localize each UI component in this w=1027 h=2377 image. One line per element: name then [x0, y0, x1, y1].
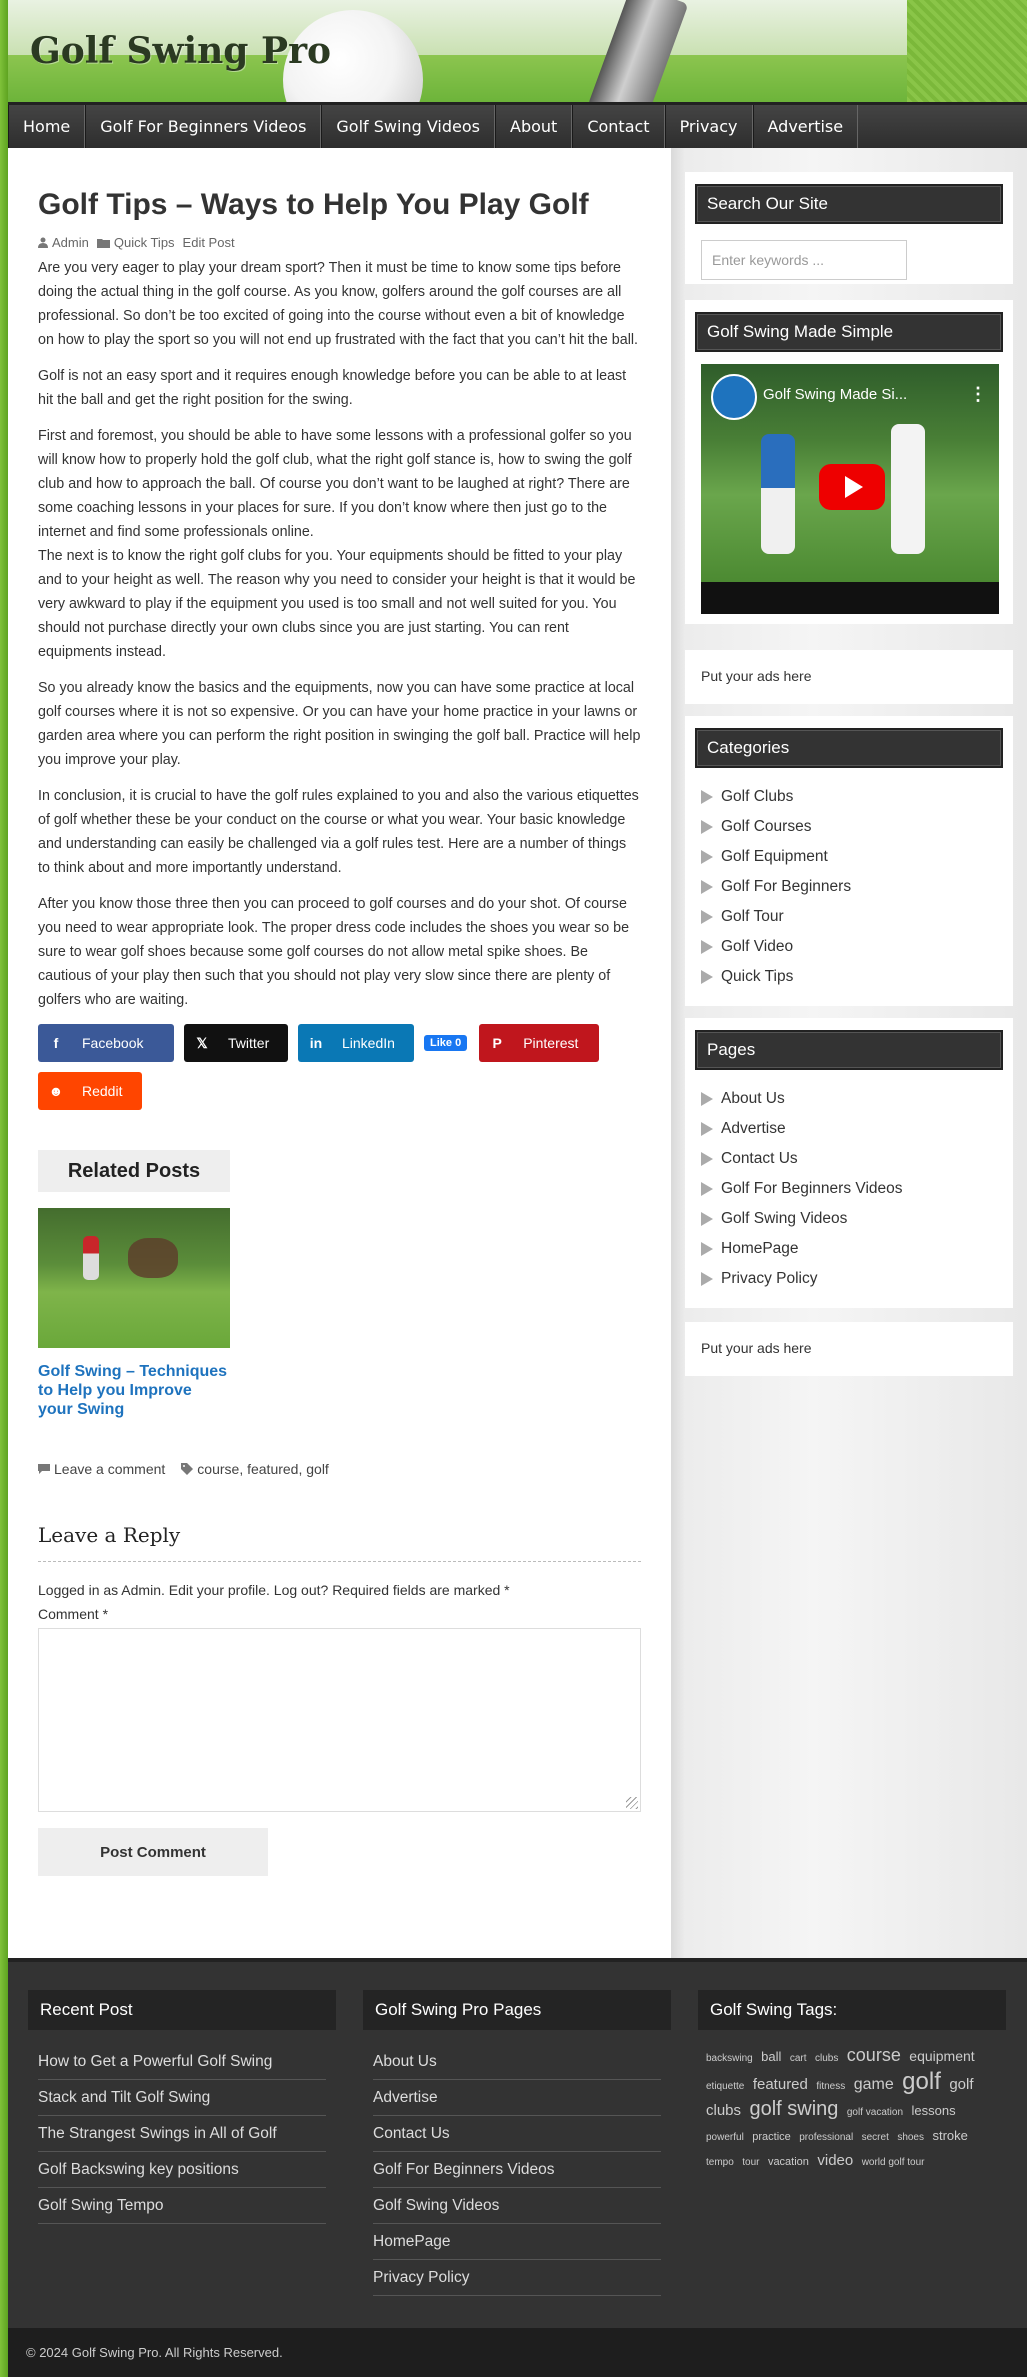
recent-posts-column — [28, 1990, 336, 2224]
recent-post-link[interactable]: Golf Backswing key positions — [38, 2152, 326, 2188]
page-label: Golf For Beginners Videos — [721, 1180, 903, 1197]
arrow-right-icon — [701, 1122, 713, 1136]
facebook-share-button[interactable] — [38, 1024, 174, 1062]
tag-link[interactable]: practice — [752, 2131, 791, 2143]
post-comment-button[interactable]: Post Comment — [38, 1828, 268, 1876]
tag-cloud — [698, 2030, 1006, 2188]
twitter-label: Twitter — [228, 1035, 270, 1051]
tag-link[interactable]: clubs — [814, 2053, 839, 2064]
twitter-share-button[interactable] — [184, 1024, 288, 1062]
page-item[interactable] — [701, 1204, 1003, 1234]
nav-home[interactable]: Home — [8, 105, 85, 148]
tag-link[interactable]: stroke — [932, 2128, 968, 2143]
category-label: Golf Courses — [721, 818, 812, 835]
linkedin-label: LinkedIn — [342, 1035, 395, 1051]
arrow-right-icon — [701, 1272, 713, 1286]
tag-link[interactable]: golf vacation — [846, 2107, 904, 2118]
author-link[interactable]: Admin — [52, 235, 89, 250]
main-navigation — [8, 102, 1027, 148]
tag-icon — [181, 1463, 193, 1475]
category-label: Golf Clubs — [721, 788, 794, 805]
footer-pages-column — [363, 1990, 671, 2296]
user-icon — [38, 237, 48, 248]
post-article — [38, 188, 641, 1876]
page-label: Golf Swing Videos — [721, 1210, 848, 1227]
play-button[interactable] — [819, 464, 885, 510]
footer-tags-column — [698, 1990, 1006, 2188]
recent-post-link[interactable]: How to Get a Powerful Golf Swing — [38, 2044, 326, 2080]
page-label: Privacy Policy — [721, 1270, 818, 1287]
tag-link[interactable]: course — [846, 2045, 901, 2065]
category-item[interactable] — [701, 782, 1003, 812]
category-item[interactable] — [701, 902, 1003, 932]
edit-post-link[interactable]: Edit Post — [182, 235, 235, 250]
reddit-share-button[interactable] — [38, 1072, 142, 1110]
site-title[interactable]: Golf Swing Pro — [30, 30, 332, 72]
footer-pages-title: Golf Swing Pro Pages — [363, 1990, 671, 2030]
page-label: HomePage — [721, 1240, 799, 1257]
page-item[interactable] — [701, 1174, 1003, 1204]
golfer-shape — [83, 1236, 99, 1280]
linkedin-share-button[interactable] — [298, 1024, 414, 1062]
instructor-figure — [891, 424, 925, 554]
arrow-right-icon — [701, 940, 713, 954]
ads-widget-2: Put your ads here — [685, 1322, 1013, 1376]
page-item[interactable] — [701, 1114, 1003, 1144]
tag-link[interactable]: game — [853, 2076, 894, 2093]
post-paragraph: Golf is not an easy sport and it requires enough knowledge before you can be able to at least hit the ball and get the right position for the swing. — [38, 368, 627, 408]
facebook-icon: f — [53, 1035, 59, 1051]
comment-textarea[interactable] — [38, 1628, 641, 1812]
site-footer — [8, 1958, 1027, 2328]
post-paragraph: In conclusion, it is crucial to have the golf rules explained to you and also the various etiquettes of golf whether these be your conduct on the course or what you wear. Your basic knowledge and understanding can easily be challenged via a golf rules test. Here are a number of things to think about and more importantly understand. — [38, 788, 639, 876]
category-label: Golf Tour — [721, 908, 784, 925]
related-post-title[interactable]: Golf Swing – Techniques to Help you Improve your Swing — [38, 1363, 228, 1418]
tags-meta — [181, 1461, 329, 1477]
post-paragraph: Are you very eager to play your dream sport? Then it must be time to know some tips before doing the actual thing in the golf course. As you know, golfers around the golf courses are all professional. So don’t be too excited of going into the course without even a bit of knowledge on how to play the sport so you will not end up frustrated with the fact that you can’t hit the ball. — [38, 260, 639, 348]
comment-label: Comment * — [38, 1606, 109, 1622]
leave-comment-link[interactable]: Leave a comment — [54, 1461, 166, 1477]
arrow-right-icon — [701, 1182, 713, 1196]
nav-about[interactable]: About — [495, 105, 572, 148]
pinterest-label: Pinterest — [523, 1035, 579, 1051]
category-item[interactable] — [701, 872, 1003, 902]
categories-list — [695, 782, 1003, 992]
resize-handle[interactable] — [626, 1797, 638, 1809]
related-posts-heading: Related Posts — [38, 1150, 230, 1192]
post-tags[interactable]: course, featured, golf — [197, 1461, 329, 1477]
category-link[interactable]: Quick Tips — [113, 235, 175, 250]
category-item[interactable] — [701, 842, 1003, 872]
folder-icon — [97, 238, 110, 248]
footer-page-link[interactable]: HomePage — [373, 2224, 661, 2260]
post-footer — [38, 1461, 641, 1477]
category-label: Golf For Beginners — [721, 878, 852, 895]
comment-icon — [38, 1464, 50, 1474]
arrow-right-icon — [701, 790, 713, 804]
arrow-right-icon — [701, 880, 713, 894]
page-item[interactable] — [701, 1234, 1003, 1264]
tag-link[interactable]: equipment — [909, 2048, 975, 2064]
footer-page-link[interactable]: Golf For Beginners Videos — [373, 2152, 661, 2188]
pinterest-share-button[interactable] — [479, 1024, 599, 1062]
author-meta — [38, 235, 89, 250]
footer-page-link[interactable]: Golf Swing Videos — [373, 2188, 661, 2224]
channel-logo — [711, 374, 757, 420]
search-widget — [685, 172, 1013, 284]
video-widget — [685, 300, 1013, 624]
recent-post-title: Recent Post — [28, 1990, 336, 2030]
search-input[interactable]: Enter keywords ... — [701, 240, 907, 280]
tag-link[interactable]: professional — [799, 2132, 854, 2143]
recent-post-link[interactable]: Golf Swing Tempo — [38, 2188, 326, 2224]
footer-page-link[interactable]: Advertise — [373, 2080, 661, 2116]
arrow-right-icon — [701, 910, 713, 924]
search-widget-title: Search Our Site — [695, 184, 1003, 224]
nav-golf-swing-videos[interactable]: Golf Swing Videos — [321, 105, 495, 148]
footer-tags-title: Golf Swing Tags: — [698, 1990, 1006, 2030]
leave-reply-heading: Leave a Reply — [38, 1523, 641, 1562]
recent-post-link[interactable]: The Strangest Swings in All of Golf — [38, 2116, 326, 2152]
page-label: Contact Us — [721, 1150, 798, 1167]
arrow-right-icon — [701, 1212, 713, 1226]
page-label: About Us — [721, 1090, 785, 1107]
pages-widget — [685, 1018, 1013, 1308]
category-item[interactable] — [701, 962, 1003, 992]
arrow-right-icon — [701, 1242, 713, 1256]
related-post-thumbnail[interactable] — [38, 1208, 230, 1348]
tag-link[interactable]: golf swing — [749, 2098, 839, 2120]
video-widget-title: Golf Swing Made Simple — [695, 312, 1003, 352]
tag-link[interactable]: etiquette — [706, 2081, 745, 2092]
tag-link[interactable]: vacation — [767, 2156, 809, 2168]
category-label: Golf Equipment — [721, 848, 828, 865]
tag-link[interactable]: golf clubs — [706, 2076, 974, 2119]
footer-page-link[interactable]: Privacy Policy — [373, 2260, 661, 2296]
linkedin-icon: in — [309, 1035, 323, 1051]
tag-link[interactable]: tempo — [706, 2157, 734, 2168]
page-item[interactable] — [701, 1084, 1003, 1114]
recent-post-list — [28, 2044, 336, 2224]
video-title: Golf Swing Made Si... — [763, 386, 908, 403]
tag-link[interactable]: cart — [789, 2053, 807, 2064]
category-meta — [97, 235, 175, 250]
arrow-right-icon — [701, 850, 713, 864]
arrow-right-icon — [701, 1092, 713, 1106]
more-options-icon[interactable]: ⋮ — [969, 384, 987, 404]
recent-post-link[interactable]: Stack and Tilt Golf Swing — [38, 2080, 326, 2116]
tag-link[interactable]: powerful — [706, 2132, 744, 2143]
tag-link[interactable]: tour — [742, 2157, 760, 2168]
tag-link[interactable]: video — [817, 2152, 854, 2169]
post-meta — [38, 235, 641, 250]
facebook-like-button[interactable]: Like 0 — [424, 1035, 467, 1051]
arrow-right-icon — [701, 1152, 713, 1166]
x-icon: 𝕏 — [196, 1034, 208, 1051]
arrow-right-icon — [701, 970, 713, 984]
tag-link[interactable]: fitness — [816, 2081, 846, 2092]
nav-privacy[interactable]: Privacy — [665, 105, 753, 148]
reddit-icon: ☻ — [48, 1083, 64, 1099]
copyright: © 2024 Golf Swing Pro. All Rights Reserved. — [8, 2328, 1027, 2377]
pages-list — [695, 1084, 1003, 1294]
reddit-label: Reddit — [82, 1083, 123, 1099]
tree-shape — [128, 1238, 178, 1278]
header-grass — [907, 0, 1027, 102]
footer-pages-list — [363, 2044, 671, 2296]
nav-contact[interactable]: Contact — [572, 105, 664, 148]
post-paragraph: After you know those three then you can proceed to golf courses and do your shot. Of course you need to wear appropriate look. The proper dress code includes the shoes you wear so be sure to wear golf shoes because some golf courses do not allow metal spike shoes. Be cautious of your play then such that you should not play very slow since there are plenty of golfers who are waiting. — [38, 896, 630, 1008]
category-item[interactable] — [701, 932, 1003, 962]
golfer-figure — [761, 434, 795, 554]
comment-meta — [38, 1461, 165, 1477]
post-paragraph: The next is to know the right golf clubs for you. Your equipments should be fitted to your play and to your height as well. The reason why you need to consider your height is that it would be very awkward to play if the equipment you used is too small and not well suited for you. You should not purchase directly your own clubs since you are just starting. You can rent equipments instead. — [38, 548, 636, 660]
share-buttons — [38, 1024, 641, 1110]
footer-page-link[interactable]: Contact Us — [373, 2116, 661, 2152]
category-item[interactable] — [701, 812, 1003, 842]
page-item[interactable] — [701, 1264, 1003, 1294]
pinterest-icon: P — [492, 1035, 502, 1051]
page-item[interactable] — [701, 1144, 1003, 1174]
post-paragraph: So you already know the basics and the equipments, now you can have some practice at local golf courses where it is not so expensive. Or you can have your home practice in your lawns or garden area where you can perform the right position in swinging the golf ball. Practice will help you improve your play. — [38, 680, 641, 768]
category-label: Quick Tips — [721, 968, 794, 985]
tag-link[interactable]: lessons — [911, 2103, 956, 2118]
facebook-label: Facebook — [82, 1035, 144, 1051]
sidebar — [671, 148, 1027, 1958]
main-content — [8, 148, 671, 1958]
tag-link[interactable]: backswing — [706, 2053, 753, 2064]
categories-title: Categories — [695, 728, 1003, 768]
tag-link[interactable]: secret — [861, 2132, 889, 2143]
tag-link[interactable]: ball — [761, 2049, 782, 2064]
footer-page-link[interactable]: About Us — [373, 2044, 661, 2080]
categories-widget — [685, 716, 1013, 1006]
tag-link[interactable]: shoes — [897, 2132, 924, 2143]
youtube-video[interactable] — [701, 364, 999, 614]
site-header — [8, 0, 1027, 102]
category-label: Golf Video — [721, 938, 794, 955]
page-label: Advertise — [721, 1120, 786, 1137]
nav-advertise[interactable]: Advertise — [753, 105, 859, 148]
tag-link[interactable]: featured — [752, 2076, 808, 2093]
post-title: Golf Tips – Ways to Help You Play Golf — [38, 188, 589, 221]
logged-in-text: Logged in as Admin. Edit your profile. Log out? Required fields are marked * — [38, 1582, 510, 1598]
post-paragraph: First and foremost, you should be able to have some lessons with a professional golfer so you will know how to properly hold the golf club, what the right golf stance is, how to swing the golf club and how to approach the ball. Of course you don’t want to be laughed at right? There are some coaching lessons in your places for sure. If you don’t know where then just go to the internet and find some professionals online. — [38, 428, 632, 540]
arrow-right-icon — [701, 820, 713, 834]
tag-link[interactable]: golf — [902, 2068, 941, 2095]
ads-widget: Put your ads here — [685, 650, 1013, 704]
pages-title: Pages — [695, 1030, 1003, 1070]
nav-golf-for-beginners-videos[interactable]: Golf For Beginners Videos — [85, 105, 321, 148]
tag-link[interactable]: world golf tour — [861, 2157, 925, 2168]
